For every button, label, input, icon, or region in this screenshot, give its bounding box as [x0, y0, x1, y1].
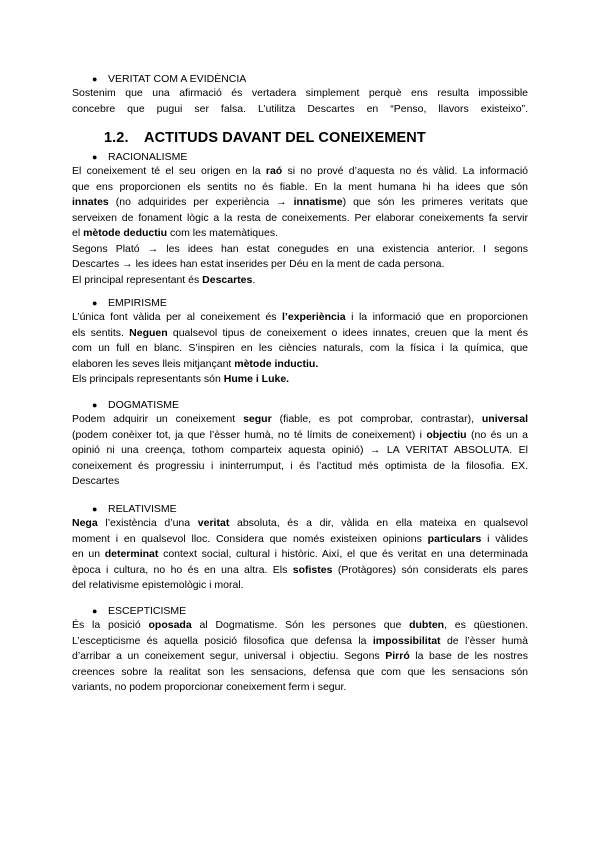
- paragraph-empirisme: [72, 310, 528, 388]
- bold-term: raó: [265, 165, 283, 177]
- paragraph-line: [72, 474, 528, 490]
- bullet-dot-icon: ●: [92, 152, 98, 162]
- text-run: (no és un a: [466, 428, 528, 441]
- section-title-racionalisme: RACIONALISME: [108, 151, 188, 163]
- text-run: època i cultura, no ho és en una altra. Els: [72, 563, 293, 576]
- text-run: (fiable, es pot comprobar, contrastar),: [271, 413, 482, 425]
- bold-term: Pirró: [385, 650, 410, 662]
- text-run: El coneixement té el seu origen en la: [72, 165, 266, 177]
- text-run: de l’èsser humà: [440, 634, 528, 647]
- bold-term: oposada: [148, 619, 192, 631]
- text-run: ) que són les primeres veritats que: [342, 196, 528, 208]
- paragraph-line: [72, 665, 528, 681]
- bold-term: innatisme: [293, 196, 343, 208]
- text-run: Els principals representants són: [72, 373, 224, 385]
- section-heading: [104, 130, 426, 146]
- text-run: context social, cultural i històric. Així, el que és veritat en una determinada: [158, 548, 528, 560]
- paragraph-line: [72, 680, 528, 696]
- text-run: Descartes: [72, 475, 120, 487]
- text-run: Podem adquirir un coneixement: [72, 413, 244, 425]
- bold-term: innates: [72, 196, 109, 208]
- text-run: L’escepticisme és aquella posició filosofica que defensa la: [72, 634, 373, 647]
- text-run: És la posició: [72, 619, 149, 631]
- bold-term: segur: [243, 413, 272, 425]
- bold-term: Neguen: [129, 326, 168, 339]
- text-run: moment i en qualsevol lloc. Considera que només existeixen opinions: [72, 532, 428, 545]
- text-run: Sostenim que una afirmació és vertadera simplement perquè ens resulta impossible: [72, 87, 528, 99]
- paragraph-line: [72, 428, 528, 444]
- text-run: coneixement és progressiu i ininterrumput, i és l’actitud més optimista de la filosofia. EX.: [72, 459, 528, 472]
- section-title-veritat: VERITAT COM A EVIDÈNCIA: [108, 73, 247, 85]
- text-run: que ens proporcionen els sentits no és fiable. En la ment humana hi ha idees que són: [72, 180, 528, 193]
- paragraph-line: [72, 226, 528, 242]
- paragraph-line: [72, 547, 528, 563]
- bold-term: dubten: [409, 619, 445, 631]
- text-run: (podem conèixer tot, ja que l’èsser humà, no té límits de coneixement) i: [72, 428, 427, 441]
- paragraph-dogmatisme: [72, 412, 528, 490]
- bullet-dogmatisme: [92, 398, 179, 412]
- bold-term: determinat: [104, 548, 159, 560]
- text-run: el: [72, 227, 84, 239]
- paragraph-relativisme: [72, 516, 528, 594]
- text-run: elaboren les seves lleis mitjançant: [72, 357, 235, 370]
- text-run: l’existència d’una: [97, 517, 198, 529]
- bold-term: objectiu: [426, 428, 467, 441]
- text-run: al Dogmatisme. Són les persones que: [191, 619, 410, 631]
- bullet-dot-icon: ●: [92, 74, 98, 84]
- text-run: creences sobre la realitat son les sensacions, defensa que com que les sensacions són: [72, 665, 528, 678]
- text-run: Descartes → les idees han estat inserides per Déu en la ment de cada persona.: [72, 258, 445, 270]
- bullet-relativisme: [92, 502, 177, 516]
- heading-number: 1.2.: [104, 130, 129, 146]
- text-run: (no adquirides per experiència →: [108, 196, 294, 208]
- text-run: com un full en blanc. S’inspiren en les ciències naturals, com la física i la química, que: [72, 342, 528, 354]
- bullet-veritat: [92, 72, 246, 86]
- paragraph-escepticisme: [72, 618, 528, 696]
- text-run: Segons Plató → les idees han estat conegudes en una existencia anterior. I segons: [72, 242, 528, 255]
- text-run: absoluta, és a dir, vàlida en ella mateixa en qualsevol: [229, 517, 528, 529]
- paragraph-line: [72, 164, 528, 180]
- text-run: qualsevol tipus de coneixement o idees innates, creuen que la ment és: [167, 326, 528, 339]
- paragraph-line: [72, 326, 528, 342]
- paragraph-line: [72, 459, 528, 475]
- text-run: El principal representant és: [72, 273, 203, 286]
- bullet-dot-icon: ●: [92, 298, 98, 308]
- text-run: , es qüestionen.: [444, 619, 528, 631]
- bold-term: sofistes: [292, 563, 333, 576]
- text-run: serveixen de fonament lògic a la resta de coneixements. Per elaborar coneixements fa servir: [72, 211, 528, 224]
- paragraph-veritat: [72, 86, 528, 117]
- paragraph-line: [72, 372, 528, 388]
- text-run: (Protàgores) són considerats els pares: [332, 563, 528, 576]
- text-run: variants, no podem proporcionar coneixement ferm i segur.: [72, 681, 347, 693]
- bullet-escepticisme: [92, 604, 186, 618]
- bold-term: mètode inductiu.: [234, 357, 319, 370]
- section-title-dogmatisme: DOGMATISME: [108, 399, 179, 411]
- text-run: i vàlides: [481, 532, 528, 545]
- paragraph-line: [72, 86, 528, 102]
- text-run: com les matemàtiques.: [167, 227, 278, 239]
- bold-term: Nega: [72, 517, 98, 529]
- bullet-dot-icon: ●: [92, 606, 98, 616]
- paragraph-line: [72, 618, 528, 634]
- text-run: del relativisme epistemològic i moral.: [72, 579, 244, 591]
- heading-title: ACTITUDS DAVANT DEL CONEIXEMENT: [144, 130, 426, 146]
- paragraph-line: [72, 532, 528, 548]
- paragraph-line: [72, 563, 528, 579]
- paragraph-line: [72, 649, 528, 665]
- paragraph-line: [72, 578, 528, 594]
- paragraph-line: [72, 211, 528, 227]
- bold-term: l’experiència: [282, 311, 346, 323]
- text-run: en un: [72, 548, 105, 560]
- section-title-relativisme: RELATIVISME: [108, 503, 177, 515]
- text-run: opinió ni una creença, tothom comparteix aquesta opinió) → LA VERITAT ABSOLUTA. El: [72, 444, 528, 456]
- text-run: la base de les nostres: [409, 650, 528, 662]
- bullet-racionalisme: [92, 150, 187, 164]
- text-run: d’arribar a un coneixement segur, universal i objectiu. Segons: [72, 650, 386, 662]
- paragraph-line: [72, 257, 528, 273]
- text-run: concebre que pugui ser falsa. L’utilitza Descartes en “Penso, llavors existeixo”.: [72, 102, 528, 115]
- bold-term: impossibilitat: [372, 634, 441, 647]
- paragraph-line: [72, 443, 528, 459]
- section-title-escepticisme: ESCEPTICISME: [108, 605, 187, 617]
- paragraph-line: [72, 357, 528, 373]
- paragraph-line: [72, 516, 528, 532]
- paragraph-line: [72, 341, 528, 357]
- paragraph-racionalisme: [72, 164, 528, 288]
- paragraph-line: [72, 310, 528, 326]
- paragraph-line: [72, 102, 528, 118]
- bold-term: veritat: [197, 517, 230, 529]
- paragraph-line: [72, 195, 528, 211]
- bold-term: mètode deductiu: [83, 227, 168, 239]
- text-run: si no prové d’aquesta no és vàlid. La informació: [282, 165, 529, 177]
- text-run: L’única font vàlida per al coneixement és: [72, 311, 283, 323]
- bold-term: universal: [481, 413, 528, 425]
- paragraph-line: [72, 634, 528, 650]
- bold-term: particulars: [427, 532, 482, 545]
- section-title-empirisme: EMPIRISME: [108, 297, 167, 309]
- bold-term: Hume i Luke.: [223, 373, 290, 385]
- bold-term: Descartes: [202, 273, 253, 286]
- bullet-dot-icon: ●: [92, 504, 98, 514]
- bullet-dot-icon: ●: [92, 400, 98, 410]
- paragraph-line: [72, 242, 528, 258]
- text-run: i la informació que en proporcionen: [345, 311, 528, 323]
- text-run: .: [252, 273, 256, 286]
- text-run: els sentits.: [72, 326, 130, 339]
- paragraph-line: [72, 412, 528, 428]
- paragraph-line: [72, 180, 528, 196]
- paragraph-line: [72, 273, 528, 289]
- bullet-empirisme: [92, 296, 167, 310]
